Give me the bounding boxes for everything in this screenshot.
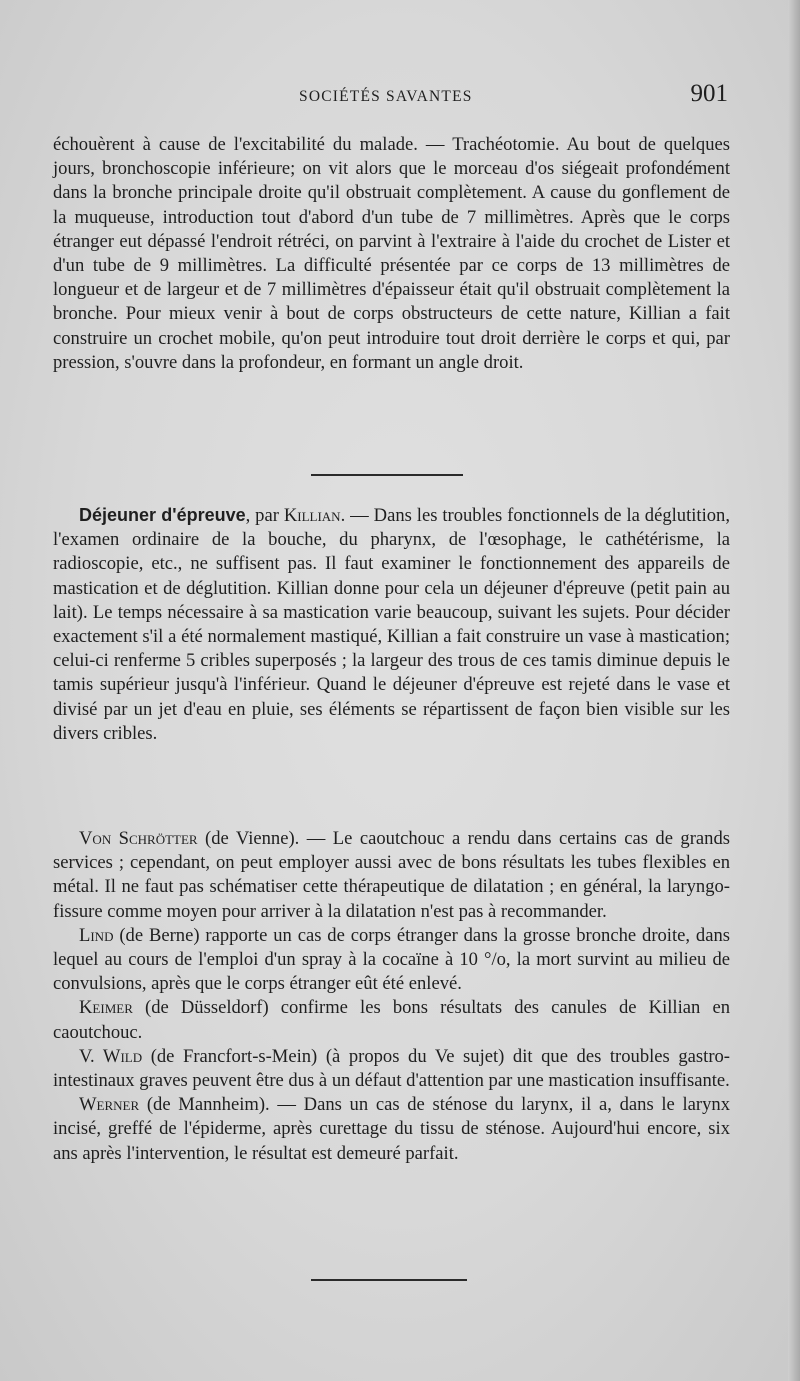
comment-text: (de Düsseldorf) confirme les bons résultats des canules de Killian en caoutchouc. [53, 997, 730, 1043]
comment-text: (de Mannheim). — Dans un cas de sténose du larynx, il a, dans le larynx incisé, greffé de l'épiderme, après curettage du tissu de sténose. Aujourd'hui encore, six ans après l'intervention, le résultat est demeuré parfait. [53, 1094, 730, 1164]
paragraph-text: échouèrent à cause de l'excitabilité du malade. — Trachéotomie. Au bout de quelques jours, bronchoscopie inférieure; on vit alors que le morceau d'os siégeait profondément dans la bronche principale droite qu'il obstruait complètement. A cause du gonflement de la muqueuse, introduction tout d'abord d'un tube de 7 millimètres. Après que le corps étranger eut dépassé l'endroit rétréci, on parvint à l'extraire à l'aide du crochet de Lister et d'un tube de 9 millimètres. La difficulté présentée par ce corps de 13 millimètres de longueur et de largeur et de 7 millimètres d'épaisseur était qu'il obstruait complètement la bronche. Pour mieux venir à bout de corps obstructeurs de cette nature, Killian a fait construire un crochet mobile, qu'on peut introduire tout droit derrière le corps et qui, par pression, s'ouvre dans la profondeur, en formant un angle droit. [53, 134, 730, 373]
comment-speaker: V. Wild [79, 1045, 143, 1067]
comment-speaker: Von Schrötter [79, 828, 198, 849]
page-edge [788, 0, 800, 1381]
page-header [53, 80, 728, 116]
section-paragraph [53, 503, 730, 746]
running-title: SOCIÉTÉS SAVANTES [299, 88, 473, 105]
comment-speaker: Keimer [79, 997, 133, 1019]
comment-speaker: Lind [79, 924, 114, 946]
section-divider [311, 474, 463, 476]
page-number: 901 [690, 80, 728, 107]
comment-paragraph [53, 1045, 730, 1093]
end-divider [311, 1279, 467, 1281]
section-author: Killian [283, 505, 341, 526]
comment-text: (de Vienne). — Le caoutchouc a rendu dans certains cas de grands services ; cependant, on peut employer aussi avec de bons résultats les tubes flexibles en métal. Il ne faut pas schématiser cette thérapeutique de dilatation ; en général, la laryngo-fissure comme moyen pour arriver à la dilatation n'est pas à recommander. [53, 828, 730, 922]
comment-paragraph [53, 924, 730, 997]
paragraph-continuation [53, 133, 730, 375]
comment-text: (de Berne) rapporte un cas de corps étranger dans la grosse bronche droite, dans lequel au cours de l'emploi d'un spray à la cocaïne à 10 °/o, la mort survint au milieu de convulsions, après que le corps étranger eût été enlevé. [53, 924, 730, 995]
comment-text: (de Francfort-s-Mein) (à propos du Ve sujet) dit que des troubles gastro-intestinaux graves peuvent être dus à un défaut d'attention par une mastication insuffisante. [53, 1045, 730, 1092]
comment-paragraph [53, 996, 730, 1044]
section-title: Déjeuner d'épreuve [79, 505, 246, 525]
section-text: . — Dans les troubles fonctionnels de la déglutition, l'examen ordinaire de la bouche, du pharynx, de l'œsophage, le cathétérisme, la radioscopie, etc., ne suffisent pas. Il faut examiner le fonctionnement des appareils de mastication et de déglutition. Killian donne pour cela un déjeuner d'épreuve (petit pain au lait). Le temps nécessaire à sa mastication varie beaucoup, suivant les sujets. Pour décider exactement s'il a été normalement mastiqué, Killian a fait construire un vase à mastication; celui-ci renferme 5 cribles superposés ; la largeur des trous de ces tamis diminue depuis le tamis supérieur jusqu'à l'inférieur. Quand le déjeuner d'épreuve est rejeté dans le vase et divisé par un jet d'eau en pluie, ses éléments se répartissent de façon bien visible sur les divers cribles. [53, 505, 730, 744]
section-by: , par [245, 505, 284, 526]
section-dejeuner-epreuve [53, 503, 730, 746]
discussion-comments [53, 827, 730, 1166]
comment-paragraph [53, 1093, 730, 1166]
comment-paragraph [53, 827, 730, 924]
comment-speaker: Werner [79, 1094, 140, 1116]
